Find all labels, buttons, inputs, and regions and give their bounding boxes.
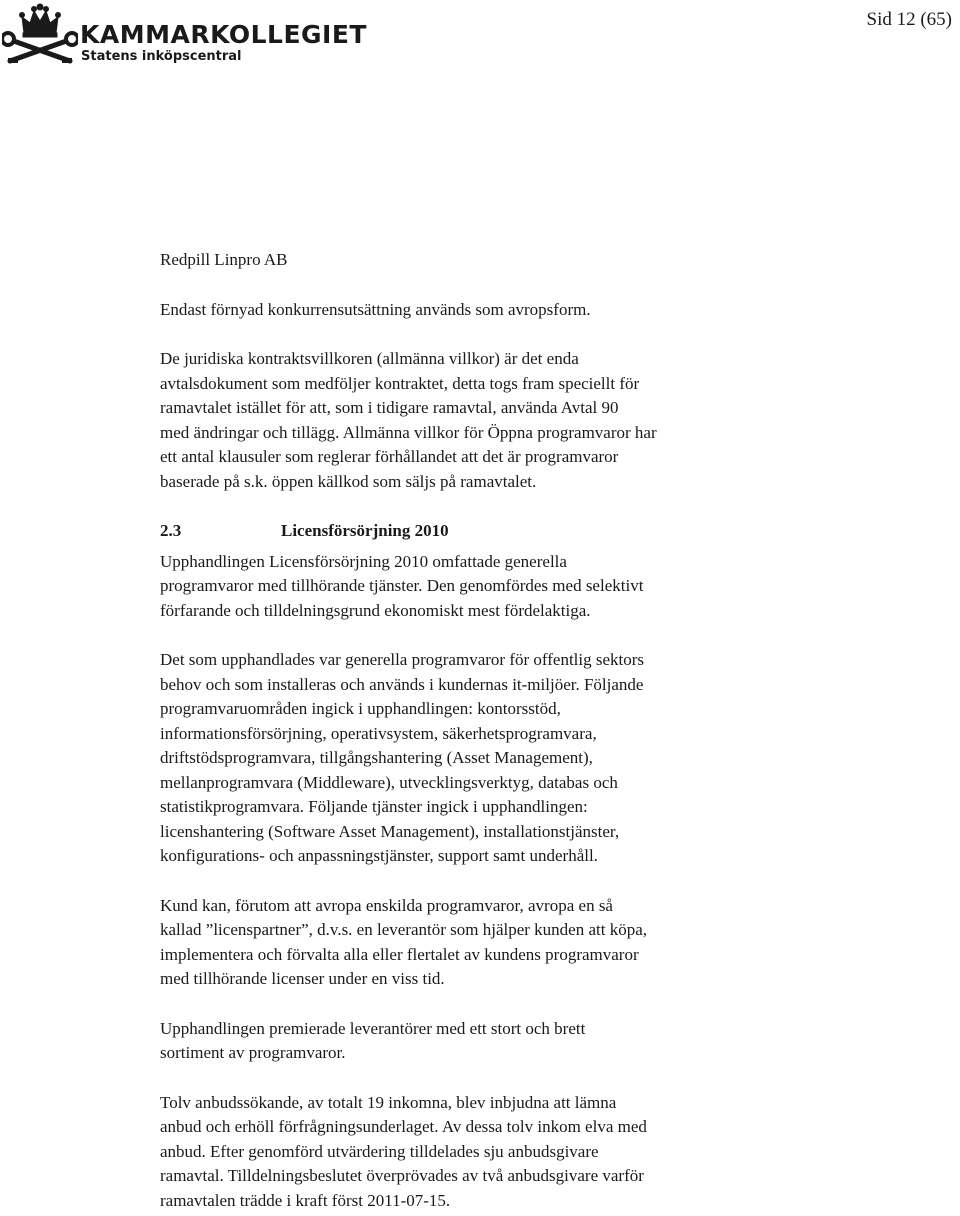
text-line: sortiment av programvaror. xyxy=(160,1043,346,1062)
text-line: mellanprogramvara (Middleware), utvecklingsverktyg, databas och xyxy=(160,772,618,792)
text-line: ramavtal. Tilldelningsbeslutet överprövades av två anbudsgivare varför xyxy=(160,1166,644,1185)
logo-name: KAMMARKOLLEGIET xyxy=(80,20,367,49)
text-line: Tolv anbudssökande, av totalt 19 inkomna, blev inbjudna att lämna xyxy=(160,1092,617,1112)
text-line: avtalsdokument som medföljer kontraktet, detta togs fram speciellt för xyxy=(160,373,640,393)
kammarkollegiet-logo xyxy=(0,0,367,72)
text-line: Det som upphandlades var generella programvaror för offentlig sektors xyxy=(160,650,645,669)
text-line: Kund kan, förutom att avropa enskilda programvaror, avropa en så xyxy=(160,895,613,915)
text-line: De juridiska kontraktsvillkoren (allmänna villkor) är det enda xyxy=(160,349,579,368)
document-body xyxy=(160,248,930,1213)
text-line: licenshantering (Software Asset Management), installationstjänster, xyxy=(160,821,620,841)
text-line: programvaruområden ingick i upphandlingen: kontorsstöd, xyxy=(160,699,561,718)
text-line: anbud. Efter genomförd utvärdering tilldelades sju anbudsgivare xyxy=(160,1141,599,1161)
paragraph-sortiment xyxy=(160,1017,930,1066)
text-line: baserade på s.k. öppen källkod som säljs på ramavtalet. xyxy=(160,471,537,491)
paragraph-programvaruomraden xyxy=(160,648,930,869)
text-line: med ändringar och tillägg. Allmänna villkor för Öppna programvaror har xyxy=(160,422,657,442)
crown-crossed-keys-icon xyxy=(2,3,78,65)
company-name: Redpill Linpro AB xyxy=(160,250,288,269)
paragraph-anbud xyxy=(160,1091,930,1214)
text-line: Upphandlingen Licensförsörjning 2010 omfattade generella xyxy=(160,551,567,571)
text-line: programvaror med tillhörande tjänster. Den genomfördes med selektivt xyxy=(160,576,644,595)
text-line: statistikprogramvara. Följande tjänster ingick i upphandlingen: xyxy=(160,797,588,816)
text-line: informationsförsörjning, operativsystem, säkerhetsprogramvara, xyxy=(160,723,597,743)
paragraph-licenspartner xyxy=(160,894,930,992)
text-line: förfarande och tilldelningsgrund ekonomiskt mest fördelaktiga. xyxy=(160,600,591,620)
text-line: anbud och erhöll förfrågningsunderlaget. Av dessa tolv inkom elva med xyxy=(160,1117,647,1136)
text-line: behov och som installeras och används i kundernas it-miljöer. Följande xyxy=(160,674,644,694)
text-line: driftstödsprogramvara, tillgångshantering (Asset Management), xyxy=(160,748,593,767)
paragraph-kontraktsvillkor xyxy=(160,347,930,494)
text-line: ramavtalet istället för att, som i tidigare ramavtal, använda Avtal 90 xyxy=(160,398,619,417)
text-line: implementera och förvalta alla eller flertalet av kundens programvaror xyxy=(160,944,639,964)
section-number: 2.3 xyxy=(160,521,182,540)
section-title: Licensförsörjning 2010 xyxy=(281,521,449,540)
text-line: konfigurations- och anpassningstjänster, support samt underhåll. xyxy=(160,846,598,865)
section-heading xyxy=(160,519,930,544)
text-line: Upphandlingen premierade leverantörer med ett stort och brett xyxy=(160,1018,586,1038)
text-line: kallad ”licenspartner”, d.v.s. en leverantör som hjälper kunden att köpa, xyxy=(160,920,647,939)
page-number: Sid 12 (65) xyxy=(866,9,952,30)
paragraph-avropsform: Endast förnyad konkurrensutsättning används som avropsform. xyxy=(160,299,591,319)
text-line: ramavtalen trädde i kraft först 2011-07-15. xyxy=(160,1190,451,1210)
text-line: ett antal klausuler som reglerar förhållandet att det är programvaror xyxy=(160,447,619,466)
paragraph-upphandlingen xyxy=(160,550,930,624)
logo-subtitle: Statens inköpscentral xyxy=(81,49,242,64)
text-line: med tillhörande licenser under en viss tid. xyxy=(160,969,445,988)
